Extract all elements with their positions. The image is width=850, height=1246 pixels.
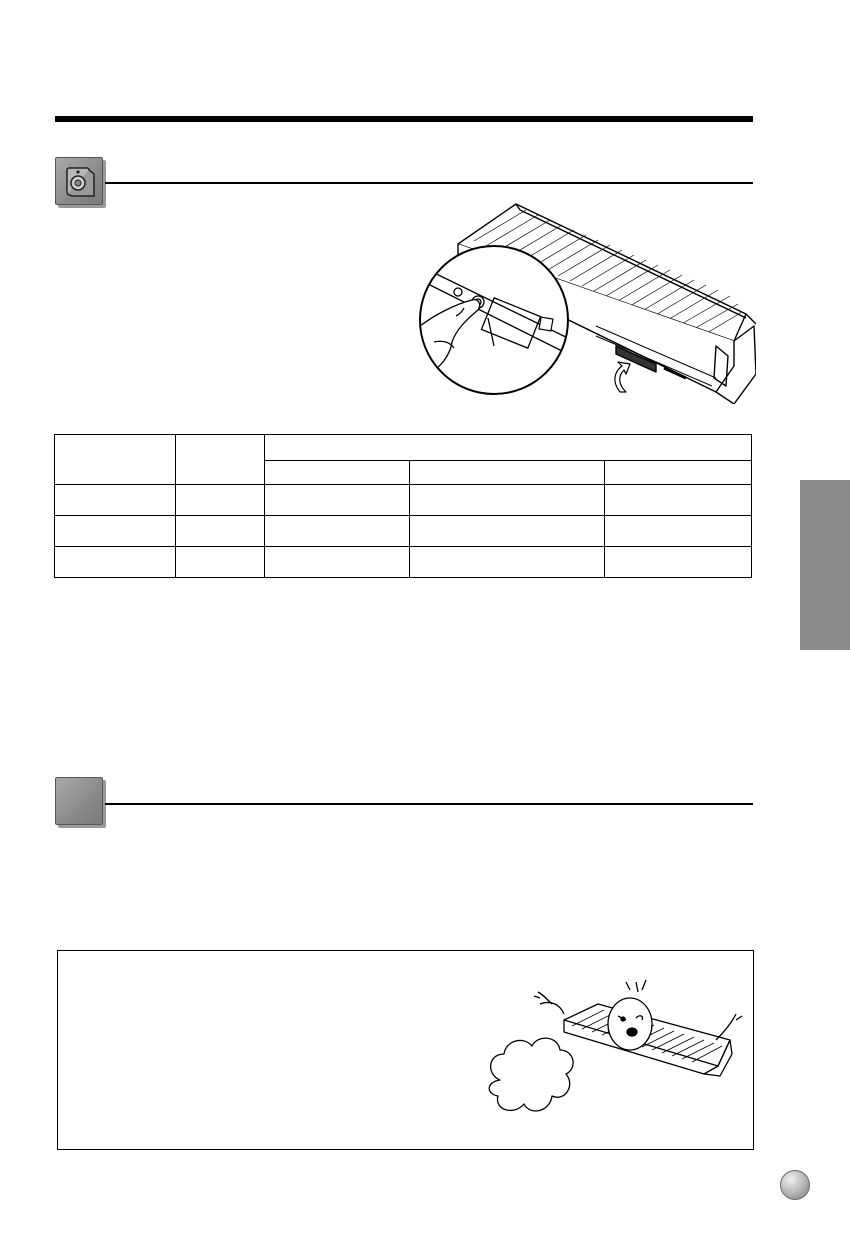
table-cell <box>176 547 265 578</box>
table-cell <box>55 516 176 547</box>
table-cell <box>176 516 265 547</box>
table-cell <box>605 516 752 547</box>
table-cell <box>605 461 752 485</box>
indoor-unit-illustration <box>416 196 756 404</box>
table-row <box>55 547 752 578</box>
section-rule <box>105 182 753 184</box>
section-side-tab <box>800 480 850 650</box>
section-heading-2 <box>55 777 753 825</box>
table-cell <box>410 547 605 578</box>
header-rule <box>55 116 753 122</box>
table-cell <box>410 485 605 516</box>
table-cell <box>55 485 176 516</box>
spec-table <box>54 434 752 578</box>
table-cell <box>265 461 410 485</box>
speaker-icon <box>55 157 103 205</box>
table-row <box>55 435 752 461</box>
air-conditioner-mascot-icon <box>480 970 750 1140</box>
table-cell <box>55 435 176 485</box>
table-cell <box>265 485 410 516</box>
table-cell <box>265 435 752 461</box>
table-row <box>55 516 752 547</box>
table-cell <box>410 516 605 547</box>
table-cell <box>605 485 752 516</box>
table-cell <box>265 547 410 578</box>
table-cell <box>265 516 410 547</box>
table-cell <box>176 485 265 516</box>
table-row <box>55 485 752 516</box>
table-cell <box>55 547 176 578</box>
page-marker <box>780 1170 810 1200</box>
table-cell <box>605 547 752 578</box>
section-rule <box>105 803 753 805</box>
table-cell <box>176 435 265 485</box>
blank-square-icon <box>55 777 103 825</box>
table-cell <box>410 461 605 485</box>
